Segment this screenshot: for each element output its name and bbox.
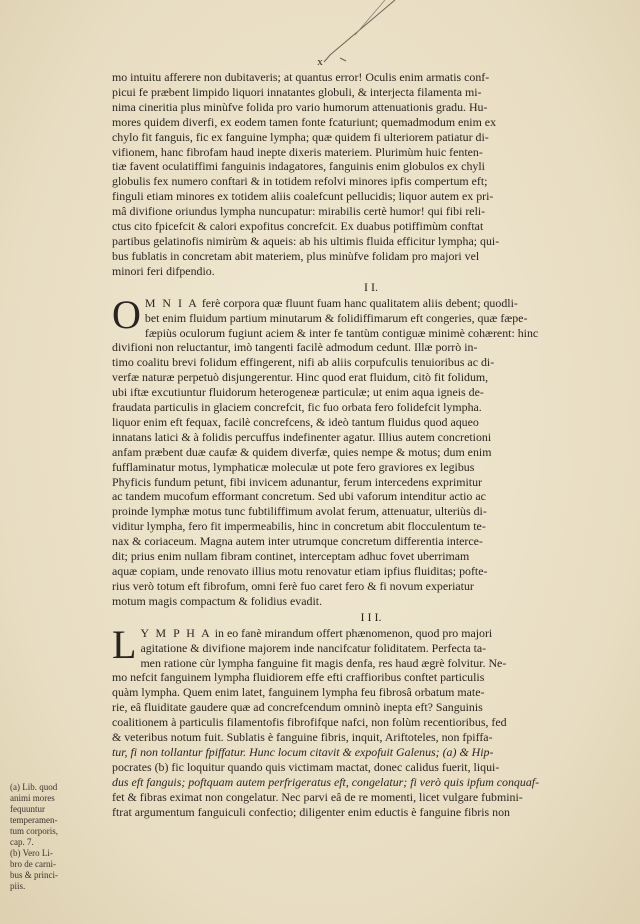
text-line: dus eft fanguis; poftquam autem perfrigeratus eft, congelatur; fi verò quis ipfum conquaf- <box>112 774 540 789</box>
first-word: M N I A <box>144 295 199 310</box>
margin-note-line: (a) Lib. quod <box>10 782 58 792</box>
margin-note-line: temperamen- <box>10 815 58 825</box>
text-line: vifionem, hanc fibrofam haud inepte dixeris materiem. Plurimùm huic fenten- <box>112 144 483 159</box>
main-text <box>112 70 630 820</box>
page-signature-mark: x <box>317 56 323 68</box>
margin-notes <box>10 782 106 892</box>
text-line: ferè corpora quæ fluunt fuam hanc qualitatem aliis debent; quodli- <box>201 295 518 310</box>
text-line: chylo fit fanguis, fic ex fanguine lympha; quæ quidem fi ulteriorem patiatur di- <box>112 129 489 144</box>
margin-note-line: (b) Vero Li- <box>10 848 53 858</box>
text-line: fufflaminatur motus, lymphaticæ moleculæ ut pote fero graviores ex legibus <box>112 459 475 474</box>
paragraph-3 <box>112 621 630 820</box>
text-line: nax & coriaceum. Magna autem inter utrumque concretum differentia interce- <box>112 534 483 549</box>
text-line: fæpiùs oculorum fugiunt aciem & inter fe tantùm contiguæ minimè cohærent: hinc <box>144 325 539 340</box>
text-line: rius verò totum eft fibrofum, omni ferè fuo caret fero & fi novum experiatur <box>112 578 474 593</box>
text-line: ubi iftæ excutiuntur fluidorum heterogeneæ particulæ; ut enim aqua igneis de- <box>112 385 484 400</box>
margin-note-line: fequuntur <box>10 804 45 814</box>
margin-note-line: cap. 7. <box>10 837 34 847</box>
text-line: proinde lymphæ motus tunc fubtiliffimum avolat ferum, attenuatur, ulteriùs di- <box>112 504 487 519</box>
text-line: ctus cito fpicefcit & calori expofitus concrefcit. Ex duabus potiffimùm conftat <box>112 219 484 234</box>
margin-note-line: animi mores <box>10 793 55 803</box>
text-line: tur, fi non tollantur fpiffatur. Hunc locum citavit & expofuit Galenus; (a) & Hip- <box>112 744 494 759</box>
section-number: I I. <box>364 279 378 294</box>
margin-note-line: bus & princi- <box>10 870 58 880</box>
text-line: partibus gelatinofis nimirùm & aqueis: ab his ultimis fluida efficitur lympha; qui- <box>112 233 500 248</box>
text-line: mores quidem diverfi, ex eodem tamen fonte fcaturiunt; quemadmodum enim ex <box>112 114 497 129</box>
text-line: quàm lympha. Quem enim latet, fanguinem lympha feu fibrosâ orbatum mate- <box>112 685 485 700</box>
text-line: verfæ naturæ perpetuò disjungerentur. Hinc quod erat fluidum, citò fit folidum, <box>112 370 489 385</box>
text-line: tiæ favent oculatiffimi fanguinis indagatores, fanguinis enim globulos ex chyli <box>112 159 485 174</box>
paragraph-2 <box>112 291 630 609</box>
text-line: minori feri difpendio. <box>112 263 215 278</box>
text-line: finguli etiam minores ex totidem aliis coalefcunt pellucidis; liquor autem ex pri- <box>112 189 494 204</box>
margin-note-line: tum corporis, <box>10 826 58 836</box>
paragraph-1 <box>112 70 630 279</box>
text-line: & veteribus notum fuit. Sublatis è fanguine fibris, inquit, Ariftoteles, non fpiffa- <box>112 730 493 745</box>
text-line: Phyficis fundum petunt, fibi invicem adunantur, ferum intercedens exprimitur <box>112 474 483 489</box>
text-line: divifioni non reluctantur, imò tangenti facilè admodum cedunt. Illæ porrò in- <box>112 340 478 355</box>
text-line: ftrat argumentum fanguiculi confectio; diligenter enim eductis è fanguine fibris non <box>112 804 510 819</box>
text-line: motum magis compactum & folidius evadit. <box>112 593 323 608</box>
text-line: bus fublatis in concretam abit materiem, plus minùfve folidam pro majori vel <box>112 248 480 263</box>
page-signature <box>0 56 640 68</box>
text-line: nima cineritia plus minùfve folida pro vario humorum attenuationis gradu. Hu- <box>112 99 488 114</box>
text-line: agitatione & divifione majorem inde nancifcatur foliditatem. Perfecta ta- <box>140 640 487 655</box>
text-line: rie, eâ fluiditate gaudere quæ ad concrefcendum omninò inepta eft? Sanguinis <box>112 700 483 715</box>
text-line: pocrates (b) fic loquitur quando quis victimam mactat, donec calidus fuerit, liqui- <box>112 759 500 774</box>
text-line: aquæ copiam, unde renovato illius motu renovatur etiam ipfius fluiditas; pofte- <box>112 564 488 578</box>
text-line: bet enim fluidum partium minutarum & folidiffimarum eft congeries, quæ fæpe- <box>144 310 528 325</box>
text-line: globulis fex numero conftari & in totidem refolvi minores ipfis compertum eft; <box>112 174 488 189</box>
margin-note-line: piis. <box>10 881 26 891</box>
text-line: ac tandem mucofum efformant concretum. Sed ubi vaforum intenditur actio ac <box>112 489 486 504</box>
text-line: viditur lympha, fero fit impermeabilis, hinc in concretum abit flocculentum te- <box>112 519 486 534</box>
text-line: picui fe præbent limpido liquori innatantes globuli, & interjecta filamenta mi- <box>112 84 482 99</box>
text-line: dit; prius enim nullam fibram continet, interceptam adhuc fovet uberrimam <box>112 549 470 564</box>
text-line: fet & fibras eximat non congelatur. Nec parvi eâ de re momenti, licet vulgare fubmini- <box>112 789 523 804</box>
drop-cap: L <box>112 621 137 667</box>
drop-cap: O <box>112 291 141 337</box>
section-number: I I I. <box>360 609 382 624</box>
text-line: in eo fanè mirandum offert phænomenon, quod pro majori <box>214 625 493 640</box>
text-line: timo coalitu brevi folidum effingerent, nifi ab aliis corpufculis tenuioribus ac di- <box>112 355 495 370</box>
text-line: anfam præbent duæ caufæ & quidem diverfæ, quies nempe & motus; dum enim <box>112 444 492 459</box>
text-line: mo nefcit fanguinem lympha fluidiorem effe efti craffioribus conftet particulis <box>112 670 485 685</box>
margin-note-line: bro de carni- <box>10 859 56 869</box>
text-line: men ratione cùr lympha fanguine fit magis denfa, res haud ægrè folvitur. Ne- <box>140 655 507 670</box>
text-line: fraudata particulis in glaciem concrefcit, fic fuo orbata fero folidefcit lympha. <box>112 400 482 415</box>
first-word: Y M P H A <box>140 625 212 640</box>
text-line: liquor enim eft fequax, facilè concrefcens, & ideò tantum fluidus quod aqueo <box>112 414 479 429</box>
text-line: coalitionem à particulis filamentofis fibrofifque nafci, non folùm recentioribus, fed <box>112 715 507 730</box>
text-line: mo intuitu afferere non dubitaveris; at quantus error! Oculis enim armatis conf- <box>112 70 490 84</box>
text-line: innatans latici & à folidis percuffus indefinenter agatur. Illius autem concretioni <box>112 429 492 444</box>
text-line: mâ divifione oriundus lympha nuncupatur: mirabilis certè humor! qui fibi reli- <box>112 204 486 219</box>
